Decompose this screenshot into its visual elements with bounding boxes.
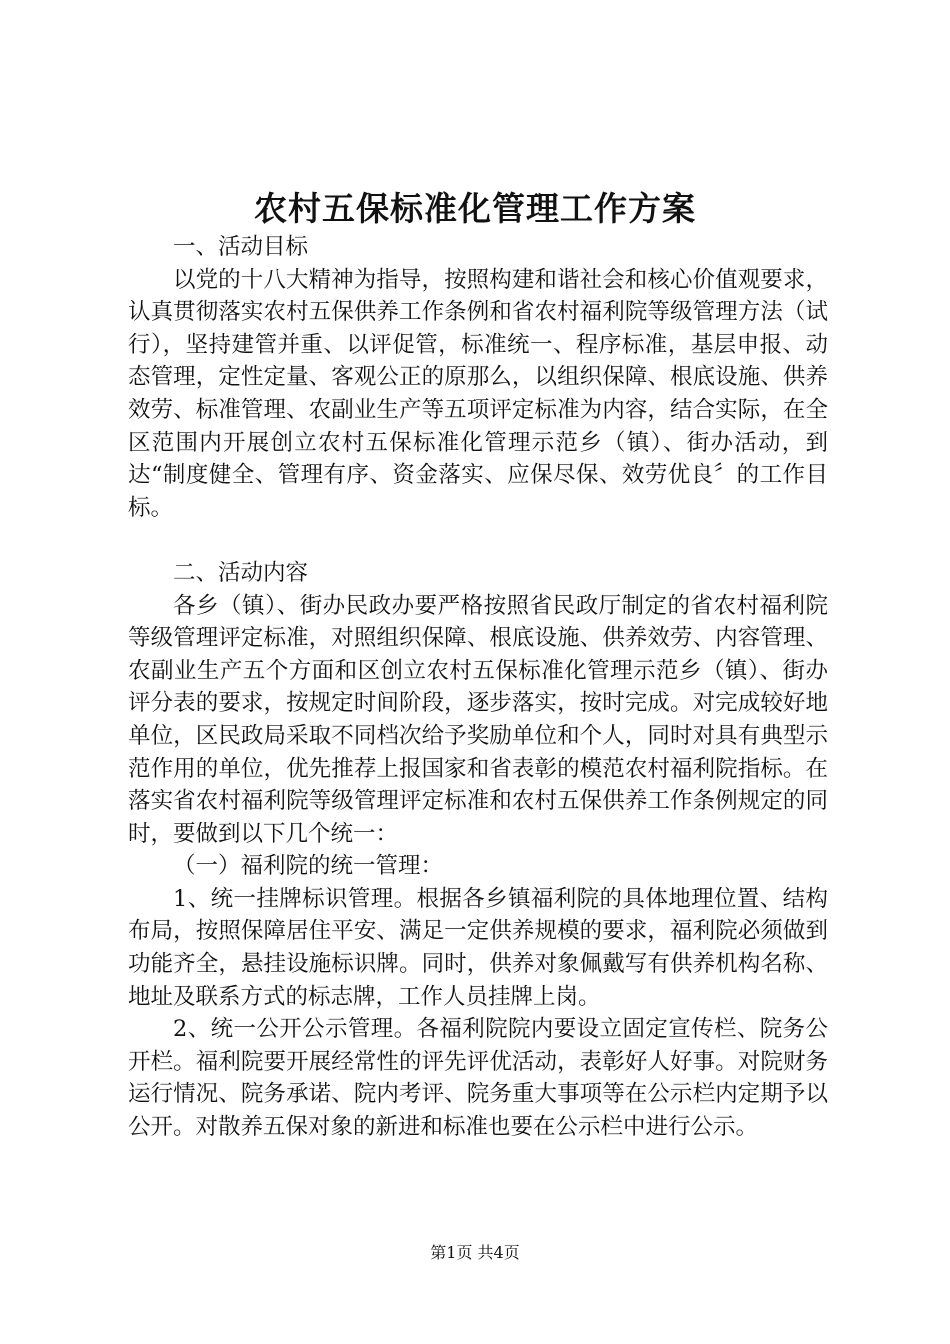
paragraph-goal: 以党的十八大精神为指导，按照构建和谐社会和核心价值观要求，认真贯彻落实农村五保供养工作条例和省农村福利院等级管理方法（试行），坚持建管并重、以评促管，标准统一、程序标准，基层申报、动态管理，定性定量、客观公正的原那么，以组织保障、根底设施、供养效劳、标准管理、农副业生产等五项评定标准为内容，结合实际，在全区范围内开展创立农村五保标准化管理示范乡（镇）、街办活动，到达“制度健全、管理有序、资金落实、应保尽保、效劳优良〞的工作目标。	[128, 266, 828, 521]
list-item-public-notice: 2、统一公开公示管理。各福利院院内要设立固定宣传栏、院务公开栏。福利院要开展经常性的评先评优活动，表彰好人好事。对院财务运行情况、院务承诺、院内考评、院务重大事项等在公示栏内定期予以公开。对散养五保对象的新进和标准也要在公示栏中进行公示。	[128, 1016, 828, 1141]
list-item-signage: 1、统一挂牌标识管理。根据各乡镇福利院的具体地理位置、结构布局，按照保障居住平安、满足一定供养规模的要求，福利院必须做到功能齐全，悬挂设施标识牌。同时，供养对象佩戴写有供养机构名称、地址及联系方式的标志牌，工作人员挂牌上岗。	[128, 885, 828, 1010]
section-heading-goal: 一、活动目标	[173, 234, 309, 260]
page-number: 第1页 共4页	[430, 1243, 520, 1262]
section-heading-content: 二、活动内容	[173, 559, 309, 586]
document-body	[128, 231, 828, 1144]
paragraph-spacer	[128, 524, 828, 557]
paragraph-content: 各乡（镇）、街办民政办要严格按照省民政厅制定的省农村福利院等级管理评定标准，对照组织保障、根底设施、供养效劳、内容管理、农副业生产五个方面和区创立农村五保标准化管理示范乡（镇）、街办评分表的要求，按规定时间阶段，逐步落实，按时完成。对完成较好地单位，区民政局采取不同档次给予奖励单位和个人，同时对具有典型示范作用的单位，优先推荐上报国家和省表彰的模范农村福利院指标。在落实省农村福利院等级管理评定标准和农村五保供养工作条例规定的同时，要做到以下几个统一：	[128, 592, 828, 847]
subheading-unified-management: （一）福利院的统一管理：	[173, 853, 444, 880]
document-title: 农村五保标准化管理工作方案	[254, 189, 696, 228]
